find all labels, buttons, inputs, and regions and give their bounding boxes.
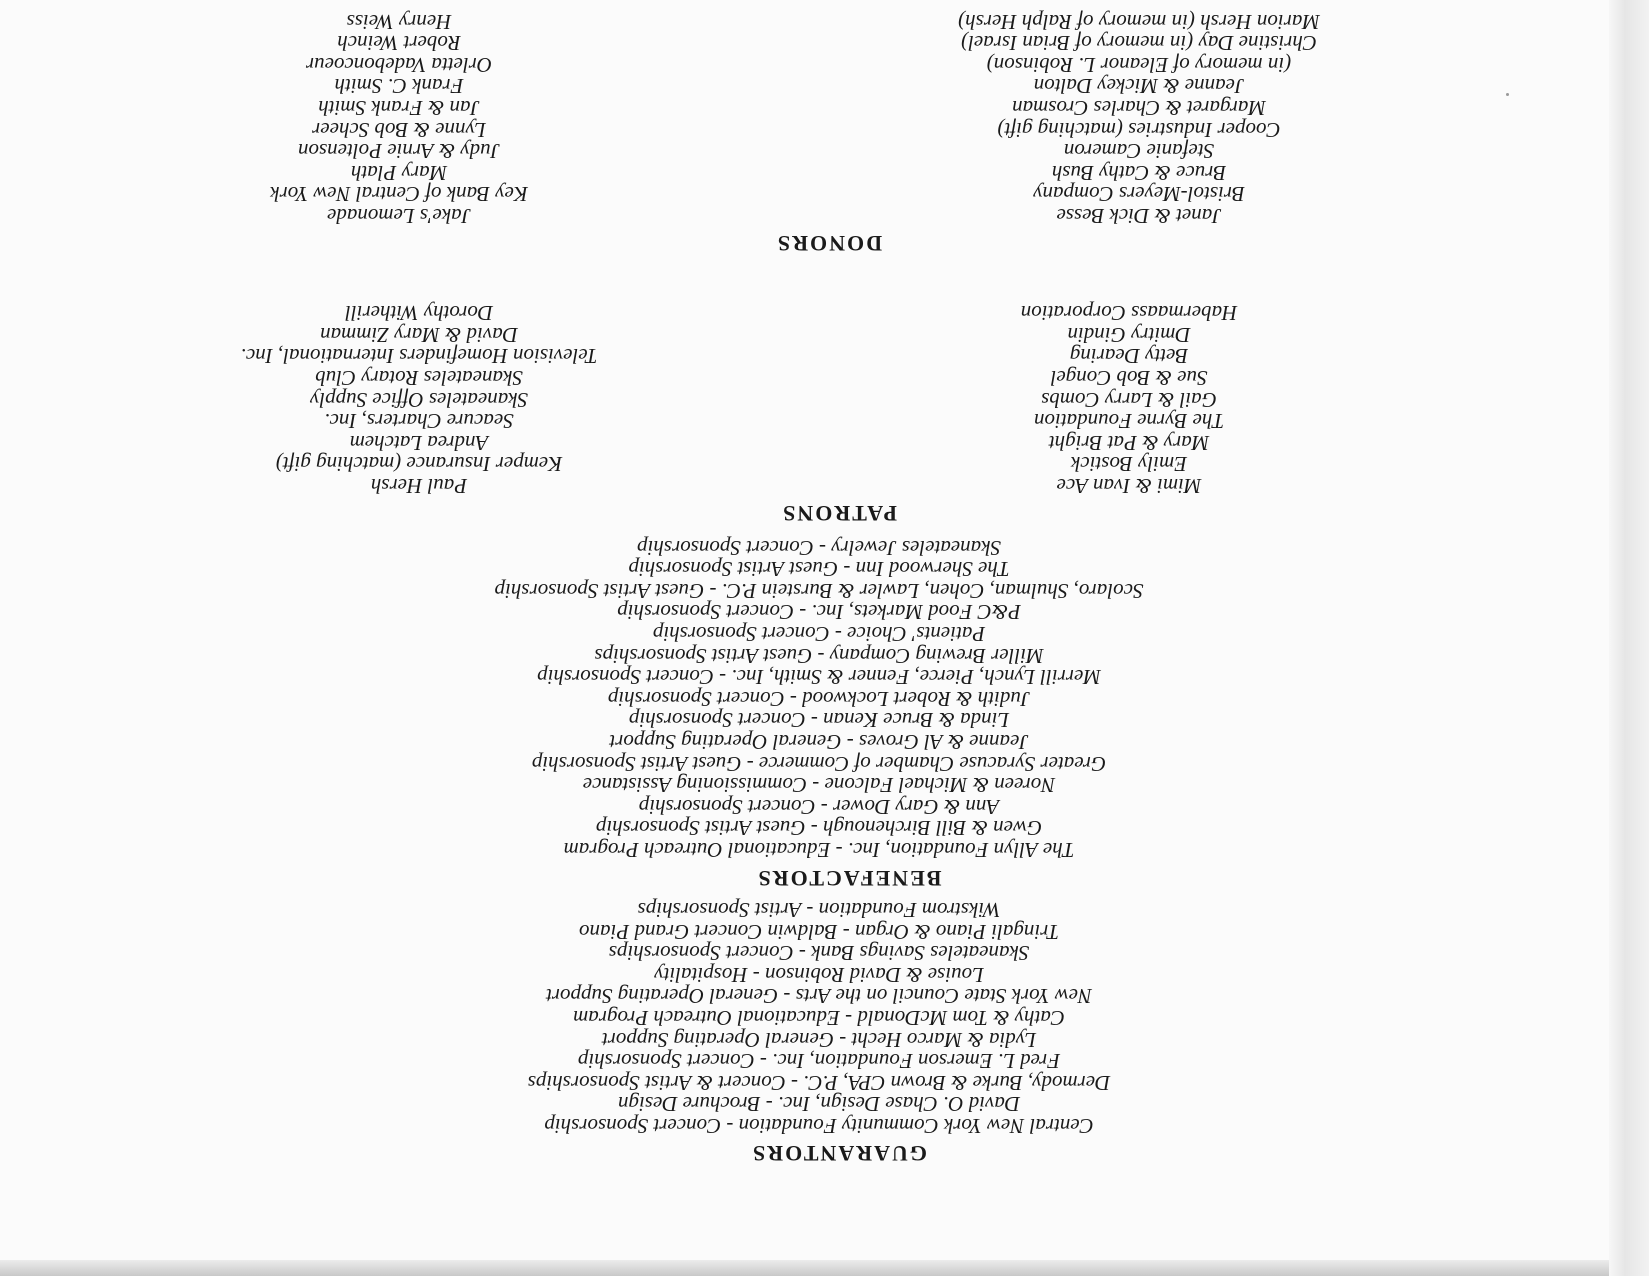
list-item: Merrill Lynch, Pierce, Fenner & Smith, Inc. - Concert Sponsorship [537,665,1101,690]
list-item: Bruce & Cathy Bush [1051,160,1227,185]
list-item: Dmitry Gindin [1067,322,1191,347]
list-item: Ann & Gary Dower - Concert Sponsorship [638,794,1000,819]
patrons-heading: PATRONS [781,501,897,526]
list-item: Judy & Arnie Poltenson [298,139,500,164]
list-item: Habermaass Corporation [1020,301,1238,326]
benefactors-list [369,536,1269,860]
list-item: Patients' Choice - Concert Sponsorship [652,622,986,647]
benefactors-heading: BENEFACTORS [756,866,942,891]
guarantors-heading: GUARANTORS [750,1141,928,1166]
list-item: Scolaro, Shulman, Cohen, Lawler & Burstein P.C. - Guest Artist Sponsorship [494,578,1144,603]
list-item: Skaneateles Rotary Club [315,366,523,391]
scan-margin-strip [1609,0,1649,1276]
guarantors-list [419,898,1219,1136]
list-item: Seacure Charters, Inc. [324,409,514,434]
list-item: Gail & Larry Combs [1041,387,1217,412]
list-item: Stefanie Cameron [1063,139,1215,164]
scan-speck [1506,93,1509,96]
list-item: The Sherwood Inn - Guest Artist Sponsorship [628,557,1010,582]
patrons-right-list [109,302,729,496]
list-item: Gwen & Bill Birchenough - Guest Artist Sponsorship [595,816,1043,841]
patrons-left-list [949,302,1309,496]
list-item: Noreen & Michael Falcone - Commissioning Assistance [582,773,1056,798]
list-item: Cooper Industries (matching gift) [997,117,1281,142]
list-item: Jan & Frank Smith [318,96,480,121]
list-item: Jeanne & Al Groves - General Operating Support [609,730,1029,755]
list-item: Cathy & Tom McDonald - Educational Outreach Program [573,1006,1065,1031]
list-item: (in memory of Eleanor L. Robinson) [986,52,1292,77]
list-item: Jeanne & Mickey Dalton [1033,74,1245,99]
list-item: Mimi & Ivan Ace [1056,474,1202,498]
list-item: David O. Chase Design, Inc. - Brochure Design [617,1092,1021,1117]
donors-left-list [879,10,1399,226]
list-item: Margaret & Charles Crosman [1012,96,1266,121]
list-item: Louise & David Robinson - Hospitality [654,962,984,987]
list-item: Key Bank of Central New York [270,182,528,207]
list-item: Marion Hersh (in memory of Ralph Hersh) [958,9,1320,34]
list-item: Bristol-Meyers Company [1033,182,1245,207]
list-item: Lydia & Marco Hecht - General Operating Support [601,1027,1037,1052]
list-item: New York State Council on the Arts - General Operating Support [546,984,1092,1009]
list-item: Dorothy Witherill [345,301,493,326]
list-item: Skaneateles Jewelry - Concert Sponsorship [637,535,1001,560]
list-item: Betty Dearing [1069,344,1189,369]
list-item: Christine Day (in memory of Brian Israel) [961,31,1317,56]
list-item: Skaneateles Office Supply [309,387,529,412]
list-item: The Byrne Foundation [1033,409,1225,434]
list-item: Emily Bostick [1070,452,1188,477]
list-item: David & Mary Zimman [320,322,518,347]
list-item: Kemper Insurance (matching gift) [275,452,563,477]
list-item: Mary Plath [350,160,448,185]
list-item: P&C Food Markets, Inc. - Concert Sponsorship [617,600,1021,625]
list-item: Wikstrom Foundation - Artist Sponsorships [637,898,1001,923]
list-item: Television Homefinders International, Inc. [240,344,598,369]
list-item: Robert Weinch [337,31,461,56]
donors-right-list [189,10,609,226]
list-item: Andrea Latchem [349,430,489,455]
list-item: Miller Brewing Company - Guest Artist Sponsorships [594,643,1044,668]
list-item: Linda & Bruce Kenan - Concert Sponsorship [628,708,1010,733]
list-item: Judith & Robert Lockwood - Concert Sponsorship [607,686,1031,711]
list-item: Greater Syracuse Chamber of Commerce - Guest Artist Sponsorship [531,751,1107,776]
scan-shadow-edge [0,1260,1649,1276]
list-item: Paul Hersh [370,474,468,498]
list-item: Lynne & Bob Scheer [312,117,486,142]
donors-heading: DONORS [775,231,883,256]
list-item: The Allyn Foundation, Inc. - Educational Outreach Program [563,838,1075,862]
list-item: Sue & Bob Congel [1050,366,1208,391]
list-item: Henry Weiss [346,9,452,34]
list-item: Jake's Lemonade [327,204,471,228]
list-item: Dermody, Burke & Brown CPA, P.C. - Concert & Artist Sponsorships [527,1070,1111,1095]
list-item: Fred L. Emerson Foundation, Inc. - Concert Sponsorship [577,1049,1061,1074]
list-item: Frank C. Smith [334,74,464,99]
list-item: Skaneateles Savings Bank - Concert Sponsorships [608,941,1030,966]
list-item: Central New York Community Foundation - Concert Sponsorship [544,1114,1094,1138]
list-item: Janet & Dick Besse [1056,204,1222,228]
list-item: Orletta Vadeboncoeur [305,52,493,77]
list-item: Mary & Pat Bright [1048,430,1210,455]
list-item: Tringali Piano & Organ - Baldwin Concert Grand Piano [579,919,1059,944]
